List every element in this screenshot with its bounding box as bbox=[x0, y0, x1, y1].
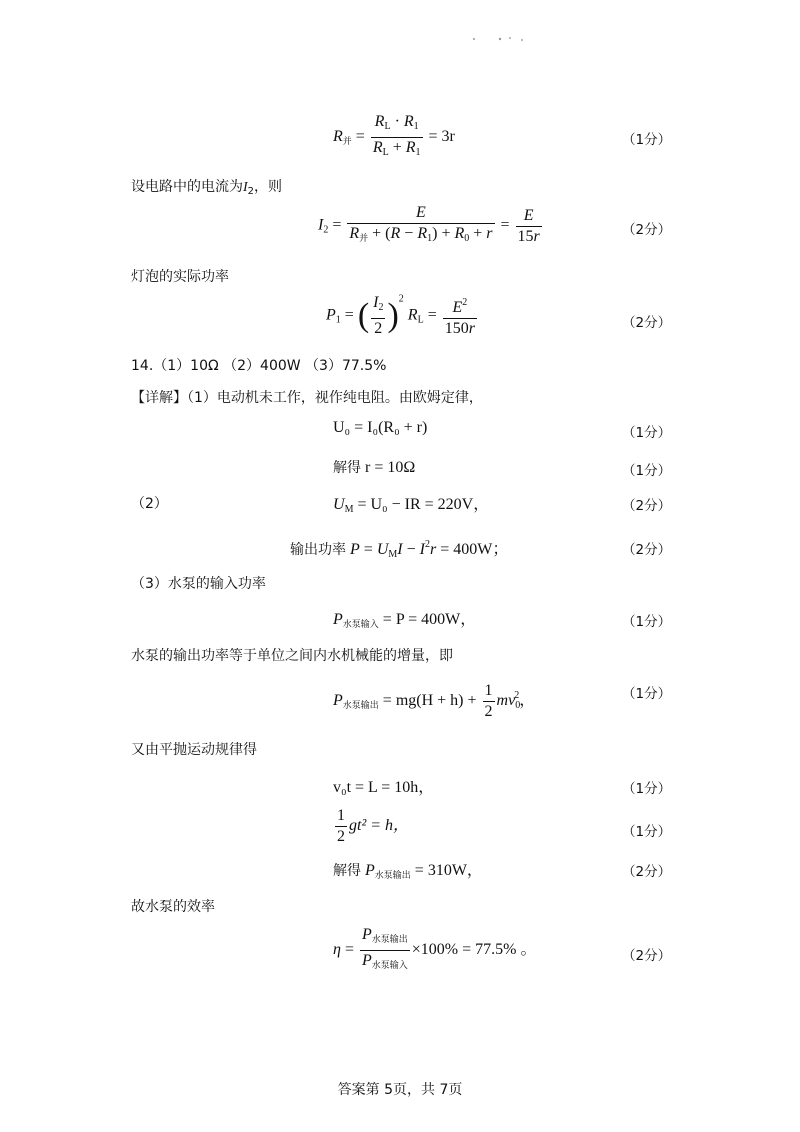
fraction: $\frac{P_{水泵输出}}{P_{水泵输入}}$ bbox=[361, 926, 408, 971]
score-mark: （1分） bbox=[622, 614, 672, 630]
score-mark: （1分） bbox=[622, 425, 672, 441]
equation-pump-input: $P_{水泵输入} = P = 400W$， bbox=[333, 611, 477, 630]
score-mark: （1分） bbox=[622, 132, 672, 148]
scan-artifact bbox=[470, 35, 530, 43]
part-3-label: （3）水泵的输入功率 bbox=[131, 576, 266, 592]
score-mark: （2分） bbox=[622, 948, 672, 964]
equation-efficiency: η = $\frac{P_{水泵输出}}{P_{水泵输入}}$ ×100% = 77.5% 。 bbox=[333, 925, 536, 976]
fraction: $\frac{E}{R_并 + (R - R_1) + R_0 + r}$ bbox=[349, 204, 493, 244]
question-14-answers: 14.（1）10Ω （2）400W （3）77.5% bbox=[131, 358, 387, 374]
score-mark: （1分） bbox=[622, 824, 672, 840]
text-line: 设电路中的电流为$I_2$，则 bbox=[131, 179, 283, 197]
equation-pump-output-result: 解得 $P_{水泵输出} = 310W$， bbox=[333, 862, 483, 881]
page-footer: 答案第 5页，共 7页 bbox=[337, 1082, 463, 1098]
score-mark: （2分） bbox=[622, 498, 672, 514]
score-mark: （1分） bbox=[622, 463, 672, 479]
score-mark: （2分） bbox=[622, 222, 672, 238]
score-mark: （2分） bbox=[622, 864, 672, 880]
score-mark: （2分） bbox=[622, 315, 672, 331]
text-line: 故水泵的效率 bbox=[131, 899, 215, 915]
equation-r-parallel: $R_并$ = $\frac{R_L \cdot R_1}{R_L + R_1}$ = 3r bbox=[333, 112, 455, 163]
text-line: 灯泡的实际功率 bbox=[131, 269, 229, 285]
equation-output-power: 输出功率 $P = U_MI - I^2r = 400W$； bbox=[290, 539, 509, 560]
detail-line: 【详解】（1）电动机未工作，视作纯电阻。由欧姆定律， bbox=[131, 390, 483, 406]
fraction: $\frac{1}{2}$ bbox=[337, 807, 345, 845]
score-mark: （1分） bbox=[622, 781, 672, 797]
text-line: 水泵的输出功率等于单位之间内水机械能的增量，即 bbox=[131, 648, 453, 664]
score-mark: （1分） bbox=[622, 686, 672, 702]
fraction: $\frac{R_L \cdot R_1}{R_L + R_1}$ bbox=[372, 113, 421, 158]
equation-motor-voltage: $U_M = U_0$ − IR = 220V， bbox=[333, 496, 490, 515]
equation-vertical: $\frac{1}{2}$ gt² = h， bbox=[337, 807, 410, 845]
text-line: 又由平抛运动规律得 bbox=[131, 742, 257, 758]
equation-lamp-power: $P_1$ = ( $\frac{I_2}{2}$ )$^2$ $R_L$ = $\frac{E^2}{150r}$ bbox=[326, 293, 475, 337]
equation-horizontal: v₀t = L = 10h， bbox=[333, 779, 435, 796]
fraction: $\frac{E^2}{150r}$ bbox=[443, 293, 477, 339]
score-mark: （2分） bbox=[622, 542, 672, 558]
equation-pump-output: $P_{水泵输出} = mg(H + h)$ + $\frac{1}{2}$ $mv_0^2$， bbox=[333, 682, 536, 720]
fraction: $\frac{I_2}{2}$ bbox=[373, 294, 384, 337]
equation-current: $I_2$ = $\frac{E}{R_并 + (R - R_1) + R_0 + r}$ = $\frac{E}{15r}$ bbox=[318, 203, 544, 249]
fraction: $\frac{1}{2}$ bbox=[484, 682, 493, 720]
equation-r-result: 解得 r = 10Ω bbox=[333, 459, 416, 476]
fraction: $\frac{E}{15r}$ bbox=[517, 206, 540, 245]
part-2-label: （2） bbox=[131, 496, 168, 512]
equation-ohm: U₀ = I₀(R₀ + r) bbox=[333, 419, 428, 436]
